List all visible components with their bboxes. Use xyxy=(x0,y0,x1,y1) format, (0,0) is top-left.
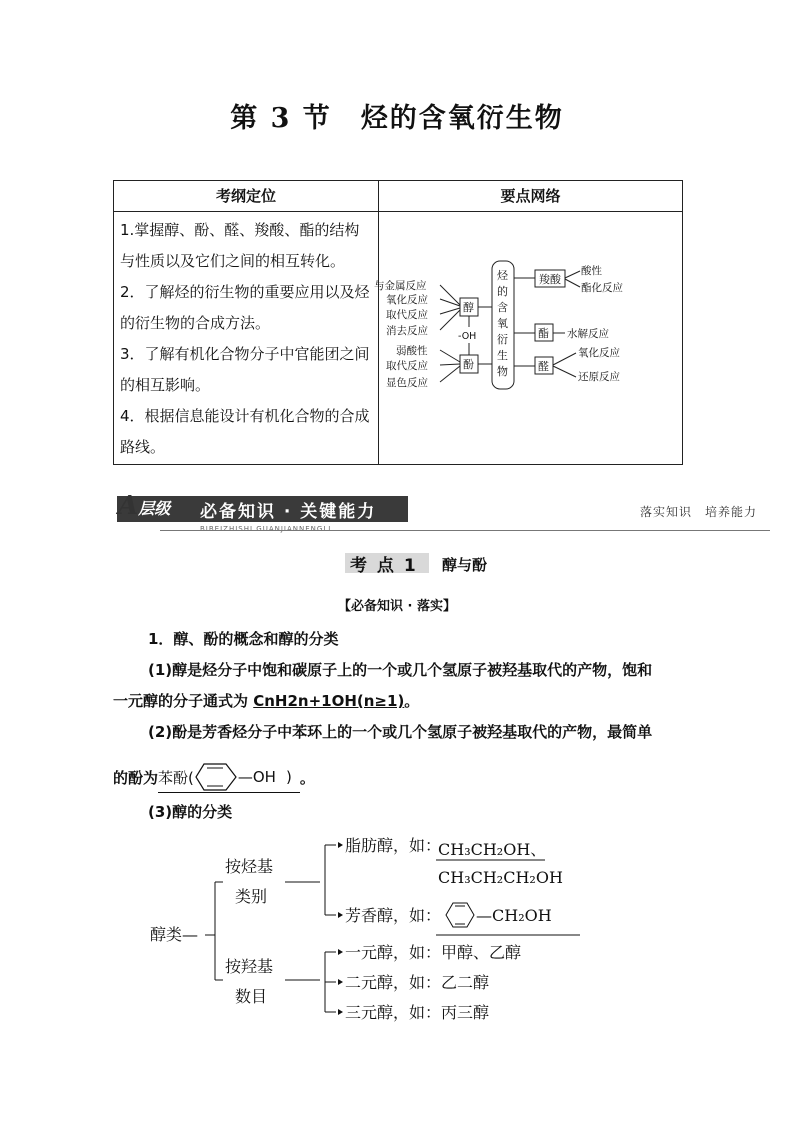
general-formula: CnH2n+1OH(n≥1) xyxy=(253,692,405,710)
heading-1: 1．醇、酚的概念和醇的分类 xyxy=(148,630,339,648)
paragraph-alcohol-def: (1)醇是烃分子中饱和碳原子上的一个或几个氢原子被羟基取代的产物，饱和 xyxy=(148,661,653,679)
network-center-char: 的 xyxy=(497,285,508,298)
kaodian-title: 醇与酚 xyxy=(442,556,488,574)
level-suffix: 层级 xyxy=(138,499,171,518)
paragraph-phenol-def: (2)酚是芳香烃分子中苯环上的一个或几个氢原子被羟基取代的产物，最简单 xyxy=(148,723,653,741)
formula-suffix: 。 xyxy=(404,692,420,710)
classification-group2-line2: 数目 xyxy=(235,987,268,1006)
network-acid-property: 酸性 xyxy=(581,265,602,277)
classification-group1-line1: 按烃基 xyxy=(225,857,274,876)
network-ester-property: 水解反应 xyxy=(567,328,609,340)
objective-item: 1.掌握醇、酚、醛、羧酸、酯的结构与性质以及它们之间的相互转化。 xyxy=(120,221,360,270)
network-alcohol: 醇 xyxy=(463,301,474,314)
network-alcohol-reaction: 氧化反应 xyxy=(386,294,428,306)
network-phenol-property: 弱酸性 xyxy=(396,345,428,357)
summary-table xyxy=(113,180,683,465)
classification-group1-line2: 类别 xyxy=(235,887,268,906)
phenol-close: ) xyxy=(285,768,292,786)
phenol-prefix: 的酚为 xyxy=(113,769,159,787)
objectives-list xyxy=(120,215,374,463)
network-oh-label: -OH xyxy=(458,331,477,342)
heading-classification: (3)醇的分类 xyxy=(148,803,233,821)
table-divider xyxy=(378,181,379,464)
network-acid-property: 酯化反应 xyxy=(581,282,623,294)
aromatic-group: —CH₂OH xyxy=(476,906,552,925)
phenol-suffix: 。 xyxy=(299,769,315,787)
level-banner-letter xyxy=(118,491,170,521)
benzene-ring-icon xyxy=(194,762,238,792)
di-alcohol: 二元醇，如：乙二醇 xyxy=(345,973,490,992)
objective-item: 2．了解烃的衍生物的重要应用以及烃的衍生物的合成方法。 xyxy=(120,283,370,332)
phenol-name: 苯酚( xyxy=(158,768,194,787)
network-header: 要点网络 xyxy=(379,181,682,212)
level-banner-title: 必备知识 · 关键能力 xyxy=(200,502,377,522)
paragraph-phenol-example xyxy=(113,762,315,793)
network-ester: 酯 xyxy=(538,327,549,340)
network-phenol: 酚 xyxy=(463,358,474,371)
network-aldehyde-property: 氧化反应 xyxy=(578,347,620,359)
formula-prefix: 一元醇的分子通式为 xyxy=(113,692,254,710)
network-alcohol-reaction: 消去反应 xyxy=(386,325,428,337)
network-center-char: 含 xyxy=(497,301,508,314)
banner-rule xyxy=(160,530,770,531)
section-label: 【必备知识 · 落实】 xyxy=(338,599,456,614)
classification-root: 醇类— xyxy=(150,925,199,944)
network-aldehyde-property: 还原反应 xyxy=(578,371,620,383)
aliphatic-example-2: CH₃CH₂CH₂OH xyxy=(438,868,563,887)
network-center-char: 烃 xyxy=(497,269,508,282)
network-aldehyde: 醛 xyxy=(538,360,549,373)
level-letter: A xyxy=(118,491,139,521)
network-phenol-property: 取代反应 xyxy=(386,360,428,372)
network-carboxylic-acid: 羧酸 xyxy=(539,273,561,286)
objective-item: 3．了解有机化合物分子中官能团之间的相互影响。 xyxy=(120,345,370,394)
network-alcohol-reaction: 与金属反应 xyxy=(374,280,427,292)
classification-group2-line1: 按羟基 xyxy=(225,957,274,976)
aliphatic-example-1: CH₃CH₂OH、 xyxy=(438,840,547,859)
objectives-header: 考纲定位 xyxy=(114,181,378,212)
level-banner-subtitle: BIBEIZHISHI GUANJIANNENGLI xyxy=(200,525,332,533)
phenol-underlined-answer xyxy=(158,762,300,793)
kaodian-label: 考 点 1 xyxy=(350,556,418,576)
paragraph-alcohol-formula xyxy=(113,690,419,711)
network-alcohol-reaction: 取代反应 xyxy=(386,309,428,321)
aromatic-label: 芳香醇，如： xyxy=(345,906,442,925)
concept-network-diagram xyxy=(374,213,680,461)
aliphatic-label: 脂肪醇，如： xyxy=(345,836,442,855)
network-center-char: 衍 xyxy=(497,333,508,346)
network-phenol-property: 显色反应 xyxy=(386,377,428,389)
phenol-oh: —OH xyxy=(237,768,276,786)
network-center-char: 物 xyxy=(497,365,508,378)
network-center-char: 生 xyxy=(497,349,508,362)
mono-alcohol: 一元醇，如：甲醇、乙醇 xyxy=(345,943,522,962)
network-center-char: 氧 xyxy=(497,317,508,330)
objective-item: 4．根据信息能设计有机化合物的合成路线。 xyxy=(120,407,370,456)
page-title: 第 3 节 烃的含氧衍生物 xyxy=(230,103,564,134)
alcohol-classification-diagram xyxy=(140,825,610,1030)
tri-alcohol: 三元醇，如：丙三醇 xyxy=(345,1003,490,1022)
level-banner-right: 落实知识 培养能力 xyxy=(640,505,758,519)
